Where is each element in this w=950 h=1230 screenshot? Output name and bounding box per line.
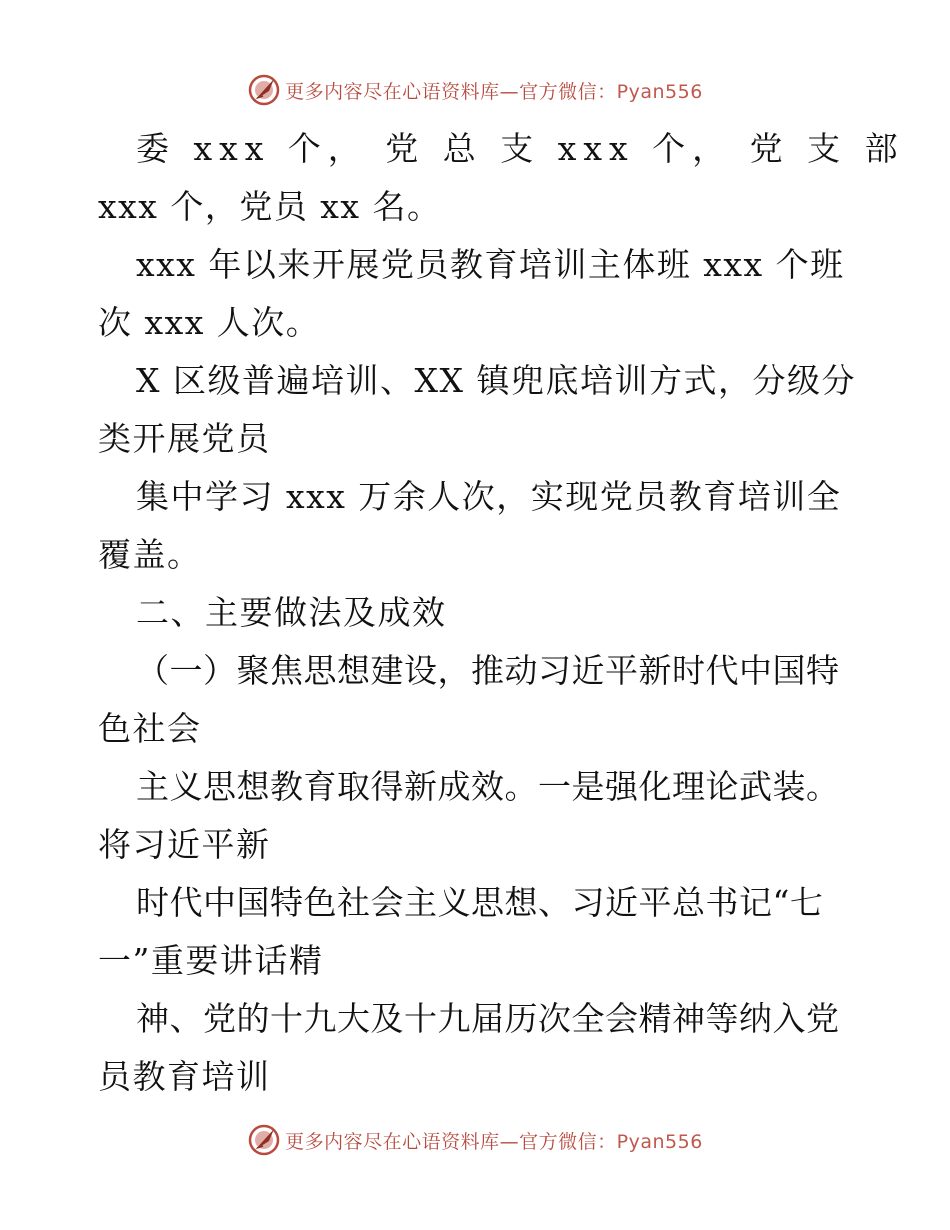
watermark-text: 更多内容尽在心语资料库—官方微信：Pyan556 bbox=[285, 80, 703, 103]
body-line: 员教育培训 bbox=[98, 1057, 271, 1096]
body-line: 集中学习 xxx 万余人次，实现党员教育培训全 bbox=[136, 477, 842, 516]
watermark-wechat-id: Pyan556 bbox=[616, 80, 703, 103]
body-line: 时代中国特色社会主义思想、习近平总书记“七 bbox=[136, 883, 824, 922]
body-line: 次 xxx 人次。 bbox=[98, 303, 321, 342]
document-body bbox=[98, 120, 905, 1106]
body-line: 色社会 bbox=[98, 709, 202, 748]
watermark-wechat-id: Pyan556 bbox=[616, 1130, 703, 1153]
section-heading: 二、主要做法及成效 bbox=[136, 593, 447, 632]
body-line: 将习近平新 bbox=[98, 825, 271, 864]
body-line: X 区级普遍培训、XX 镇兜底培训方式，分级分 bbox=[136, 361, 856, 400]
watermark-text: 更多内容尽在心语资料库—官方微信：Pyan556 bbox=[285, 1130, 703, 1153]
body-line: 委 xxx 个， 党 总 支 xxx 个， 党 支 部 bbox=[136, 129, 905, 168]
body-line: 主义思想教育取得新成效。一是强化理论武装。 bbox=[136, 767, 840, 806]
body-line: 神、党的十九大及十九届历次全会精神等纳入党 bbox=[136, 999, 840, 1038]
footer-watermark bbox=[0, 1122, 950, 1158]
subsection-heading: （一）聚焦思想建设，推动习近平新时代中国特 bbox=[136, 651, 840, 690]
body-line: 覆盖。 bbox=[98, 535, 202, 574]
quill-logo-icon bbox=[247, 1123, 281, 1157]
quill-logo-icon bbox=[247, 73, 281, 107]
header-watermark bbox=[0, 72, 950, 108]
body-line: xxx 个，党员 xx 名。 bbox=[98, 187, 442, 226]
body-line: 类开展党员 bbox=[98, 419, 271, 458]
body-line: 一”重要讲话精 bbox=[98, 941, 324, 980]
body-line: xxx 年以来开展党员教育培训主体班 xxx 个班 bbox=[136, 245, 845, 284]
